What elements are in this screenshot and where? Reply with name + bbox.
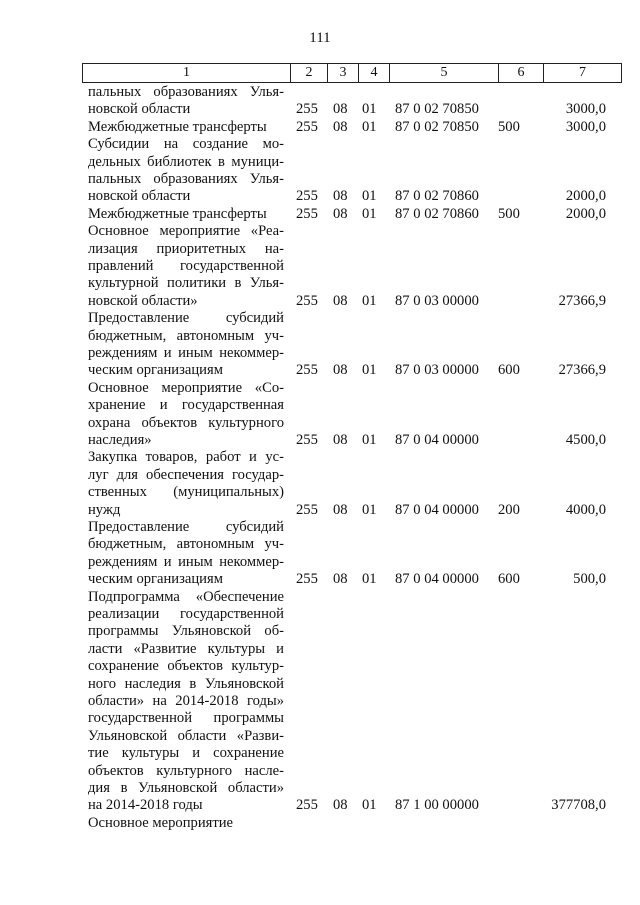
amount-column-7: 27366,9 (558, 362, 606, 379)
code-column-5: 87 0 02 70850 (395, 101, 479, 118)
row-description (88, 119, 284, 136)
description-line: ственных (муниципальных) (88, 484, 284, 501)
code-column-3: 08 (333, 292, 348, 309)
code-column-4: 01 (362, 292, 377, 309)
code-column-6: 200 (498, 501, 520, 518)
description-line: бюджетным, автономным уч- (88, 327, 284, 344)
description-line: ческим организациям (88, 571, 223, 588)
amount-column-7: 4500,0 (565, 432, 606, 448)
code-column-4: 01 (362, 797, 377, 814)
description-line: тие культуры и сохранение (88, 745, 284, 762)
description-line: реждениям и иным некоммер- (88, 553, 284, 570)
amount-column-7: 500,0 (573, 571, 606, 588)
code-column-3: 08 (333, 571, 348, 588)
amount-column-7: 377708,0 (551, 797, 606, 814)
description-line: Закупка товаров, работ и ус- (88, 449, 284, 466)
description-line: луг для обеспечения государ- (88, 466, 284, 483)
code-column-5: 87 0 04 00000 (395, 571, 479, 588)
code-column-2: 255 (296, 501, 318, 518)
description-line: реждениям и иным некоммер- (88, 345, 284, 361)
code-column-2: 255 (296, 362, 318, 379)
amount-column-7: 27366,9 (558, 292, 606, 309)
description-line: Предоставление субсидий (88, 519, 284, 535)
code-column-2: 255 (296, 205, 318, 222)
description-line: новской области» (88, 292, 198, 309)
amount-column-7: 2000,0 (565, 205, 606, 222)
description-line: Основное мероприятие (88, 814, 234, 831)
description-line: новской области (88, 101, 191, 118)
code-column-3: 08 (333, 797, 348, 814)
description-line: области» на 2014-2018 годы» (88, 693, 284, 710)
code-column-2: 255 (296, 432, 318, 448)
code-column-6: 600 (498, 571, 520, 588)
code-column-3: 08 (333, 432, 348, 448)
code-column-6: 500 (498, 205, 520, 222)
code-column-5: 87 0 03 00000 (395, 362, 479, 379)
row-description (88, 380, 284, 450)
description-line: ного наследия в Ульяновской (88, 675, 284, 692)
description-line: Субсидии на создание мо- (88, 136, 284, 153)
description-line: культурной политики в Улья- (88, 275, 284, 292)
code-column-3: 08 (333, 362, 348, 379)
column-header-5: 5 (390, 64, 499, 83)
code-column-4: 01 (362, 188, 377, 205)
description-line: на 2014-2018 годы (88, 797, 203, 814)
code-column-3: 08 (333, 188, 348, 205)
code-column-2: 255 (296, 188, 318, 205)
code-column-5: 87 0 02 70850 (395, 118, 479, 135)
description-line: новской области (88, 188, 191, 205)
amount-column-7: 3000,0 (565, 101, 606, 118)
code-column-3: 08 (333, 205, 348, 222)
code-column-4: 01 (362, 362, 377, 379)
description-line: Предоставление субсидий (88, 310, 284, 327)
description-line: объектов культурного насле- (88, 762, 284, 779)
amount-column-7: 4000,0 (565, 501, 606, 518)
description-line: правлений государственной (88, 258, 284, 274)
description-line: программы Ульяновской об- (88, 623, 284, 640)
description-line: ласти «Развитие культуры и (88, 640, 284, 657)
description-line: Межбюджетные трансферты (88, 118, 267, 135)
description-line: лизация приоритетных на- (88, 240, 284, 257)
column-header-4: 4 (359, 64, 390, 83)
code-column-3: 08 (333, 101, 348, 118)
row-description (88, 223, 284, 310)
description-line: Межбюджетные трансферты (88, 205, 267, 222)
page-number: 111 (309, 30, 331, 46)
row-description (88, 136, 284, 206)
code-column-4: 01 (362, 101, 377, 118)
row-description (88, 310, 284, 380)
description-line: дельных библиотек в муници- (88, 153, 284, 170)
code-column-2: 255 (296, 101, 318, 118)
code-column-4: 01 (362, 118, 377, 135)
description-line: пальных образованиях Улья- (88, 84, 284, 100)
code-column-4: 01 (362, 205, 377, 222)
code-column-2: 255 (296, 797, 318, 814)
row-description (88, 449, 284, 519)
description-line: государственной программы (88, 710, 284, 727)
code-column-2: 255 (296, 292, 318, 309)
description-line: пальных образованиях Улья- (88, 171, 284, 187)
description-line: охрана объектов культурного (88, 414, 284, 431)
code-column-5: 87 0 04 00000 (395, 432, 479, 448)
description-line: Основное мероприятие «Реа- (88, 223, 284, 240)
code-column-6: 500 (498, 118, 520, 135)
amount-column-7: 2000,0 (565, 188, 606, 205)
description-line: нужд (88, 501, 121, 518)
row-description (88, 84, 284, 119)
code-column-6: 600 (498, 362, 520, 379)
row-description (88, 206, 284, 223)
column-header-6: 6 (499, 64, 544, 83)
column-header-2: 2 (291, 64, 328, 83)
row-description (88, 589, 284, 815)
code-column-5: 87 0 02 70860 (395, 205, 479, 222)
description-line: Основное мероприятие «Со- (88, 379, 284, 396)
description-line: реализации государственной (88, 606, 284, 622)
code-column-4: 01 (362, 571, 377, 588)
code-column-2: 255 (296, 571, 318, 588)
code-column-3: 08 (333, 118, 348, 135)
code-column-2: 255 (296, 118, 318, 135)
description-line: Ульяновской области «Разви- (88, 727, 284, 744)
column-header-3: 3 (328, 64, 359, 83)
code-column-5: 87 0 04 00000 (395, 501, 479, 518)
row-description (88, 519, 284, 589)
description-line: бюджетным, автономным уч- (88, 536, 284, 553)
code-column-5: 87 0 02 70860 (395, 188, 479, 205)
column-header-7: 7 (544, 64, 622, 83)
description-line: дия в Ульяновской области» (88, 780, 284, 797)
column-header-1: 1 (83, 64, 291, 83)
description-line: Подпрограмма «Обеспечение (88, 588, 284, 605)
amount-column-7: 3000,0 (565, 118, 606, 135)
code-column-4: 01 (362, 501, 377, 518)
code-column-5: 87 1 00 00000 (395, 797, 479, 814)
description-line: ческим организациям (88, 362, 223, 379)
description-line: хранение и государственная (88, 397, 284, 414)
row-description (88, 815, 284, 832)
code-column-3: 08 (333, 501, 348, 518)
code-column-5: 87 0 03 00000 (395, 292, 479, 309)
code-column-4: 01 (362, 432, 377, 448)
description-line: сохранение объектов культур- (88, 658, 284, 675)
description-line: наследия» (88, 432, 152, 449)
